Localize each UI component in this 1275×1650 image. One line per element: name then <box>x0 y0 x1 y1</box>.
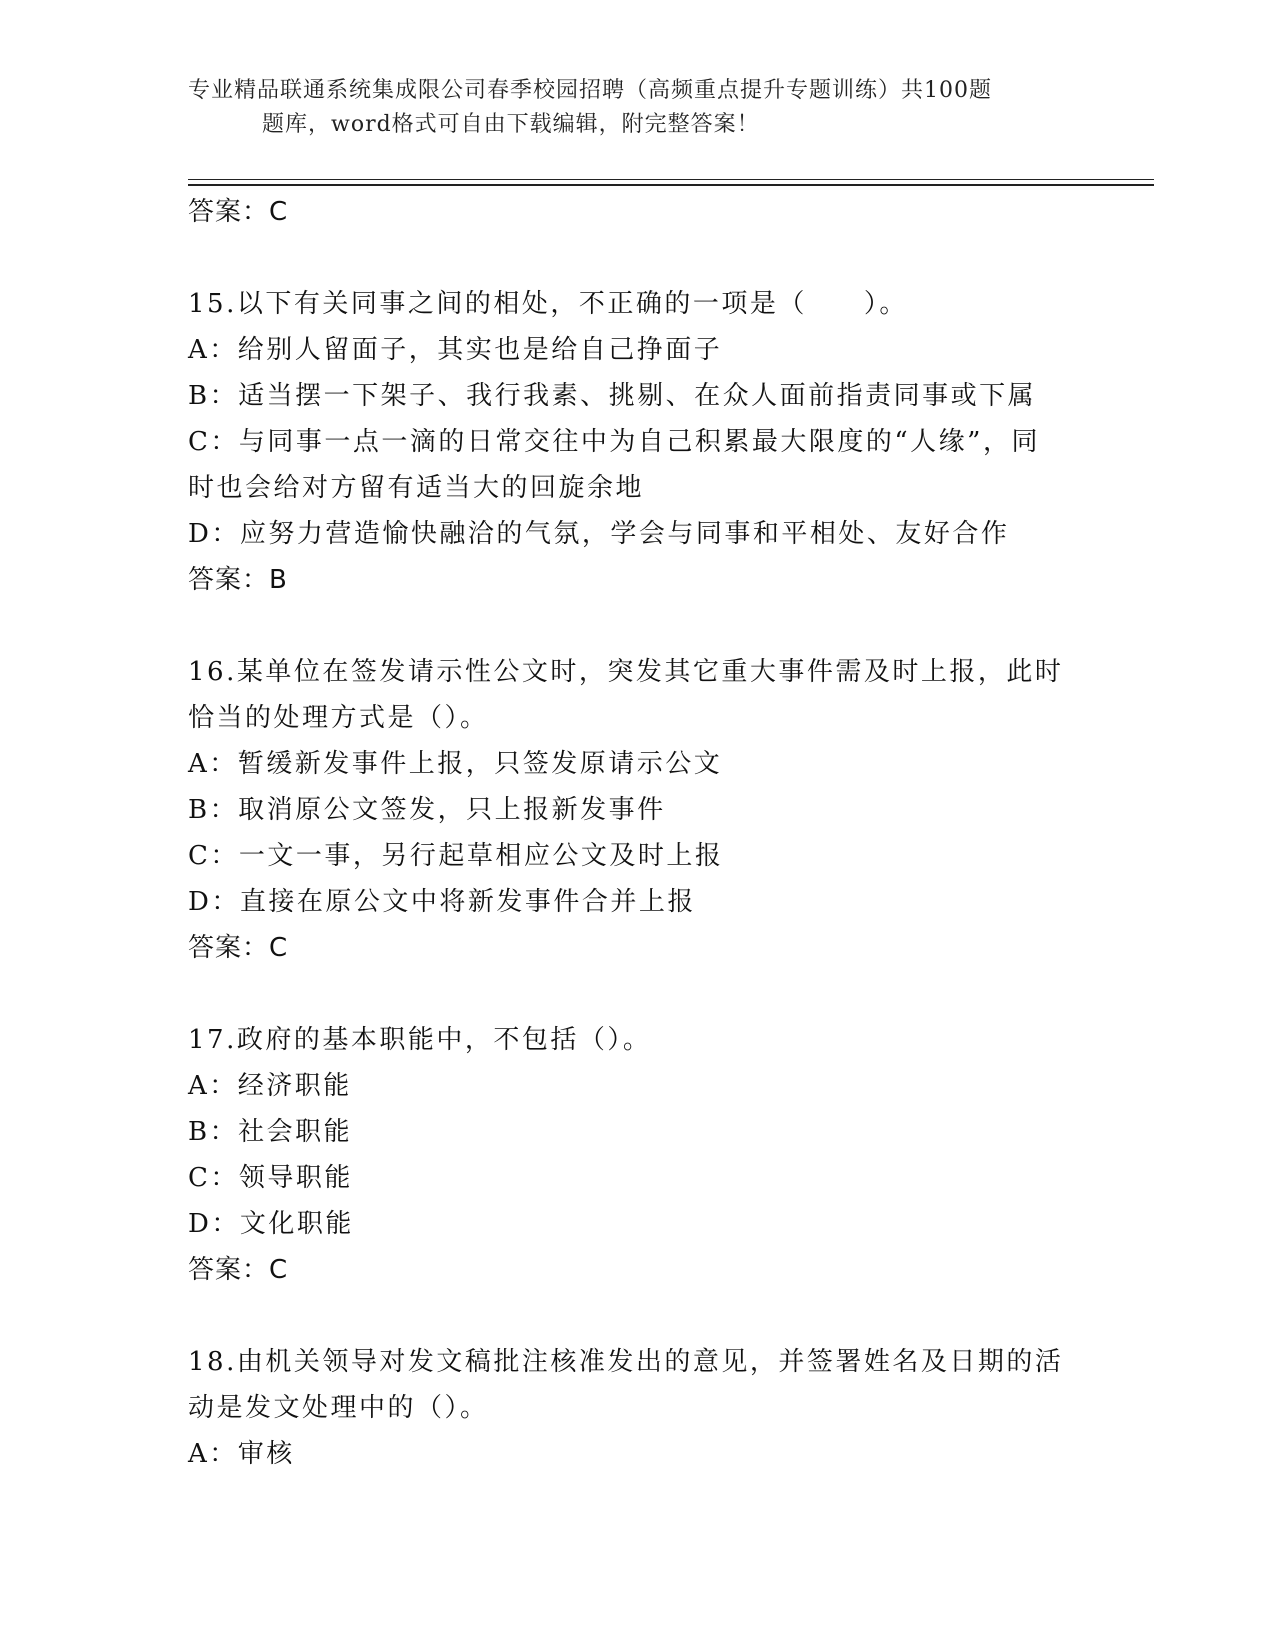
option-c: C：与同事一点一滴的日常交往中为自己积累最大限度的“人缘”，同 <box>188 427 1040 457</box>
question-stem-continued: 动是发文处理中的（）。 <box>188 1393 489 1423</box>
question-stem-continued: 恰当的处理方式是（）。 <box>188 703 489 733</box>
document-body <box>188 189 1088 1477</box>
answer-line: 答案：C <box>188 933 289 963</box>
header-rule-thick <box>188 184 1154 186</box>
spacer <box>188 603 1088 649</box>
header-rule-thin <box>188 179 1154 180</box>
option-c-continued: 时也会给对方留有适当大的回旋余地 <box>188 473 645 503</box>
answer-line: 答案：C <box>188 1255 289 1285</box>
question-block <box>188 281 1088 603</box>
header-line-2: 题库，word格式可自由下载编辑，附完整答案！ <box>262 112 760 137</box>
question-stem: 16.某单位在签发请示性公文时，突发其它重大事件需及时上报，此时 <box>188 657 1064 687</box>
question-block <box>188 1017 1088 1293</box>
answer-line: 答案：B <box>188 565 288 595</box>
answer-line: 答案：C <box>188 197 289 227</box>
spacer <box>188 235 1088 281</box>
header-line-1: 专业精品联通系统集成限公司春季校园招聘（高频重点提升专题训练）共100题 <box>188 78 992 103</box>
option-a: A：审核 <box>188 1439 295 1469</box>
question-block <box>188 649 1088 971</box>
option-b: B：取消原公文签发，只上报新发事件 <box>188 795 666 825</box>
option-c: C：领导职能 <box>188 1163 353 1193</box>
option-d: D：文化职能 <box>188 1209 354 1239</box>
spacer <box>188 971 1088 1017</box>
spacer <box>188 1293 1088 1339</box>
question-stem: 17.政府的基本职能中，不包括（）。 <box>188 1025 652 1055</box>
option-b: B：适当摆一下架子、我行我素、挑剔、在众人面前指责同事或下属 <box>188 381 1037 411</box>
option-a: A：给别人留面子，其实也是给自己挣面子 <box>188 335 723 365</box>
question-stem: 15.以下有关同事之间的相处，不正确的一项是（ ）。 <box>188 289 908 319</box>
page-header <box>188 74 1088 142</box>
question-block <box>188 1339 1088 1477</box>
option-a: A：暂缓新发事件上报，只签发原请示公文 <box>188 749 723 779</box>
option-a: A：经济职能 <box>188 1071 352 1101</box>
option-b: B：社会职能 <box>188 1117 353 1147</box>
question-stem: 18.由机关领导对发文稿批注核准发出的意见，并签署姓名及日期的活 <box>188 1347 1064 1377</box>
option-c: C：一文一事，另行起草相应公文及时上报 <box>188 841 724 871</box>
option-d: D：应努力营造愉快融洽的气氛，学会与同事和平相处、友好合作 <box>188 519 1010 549</box>
option-d: D：直接在原公文中将新发事件合并上报 <box>188 887 696 917</box>
